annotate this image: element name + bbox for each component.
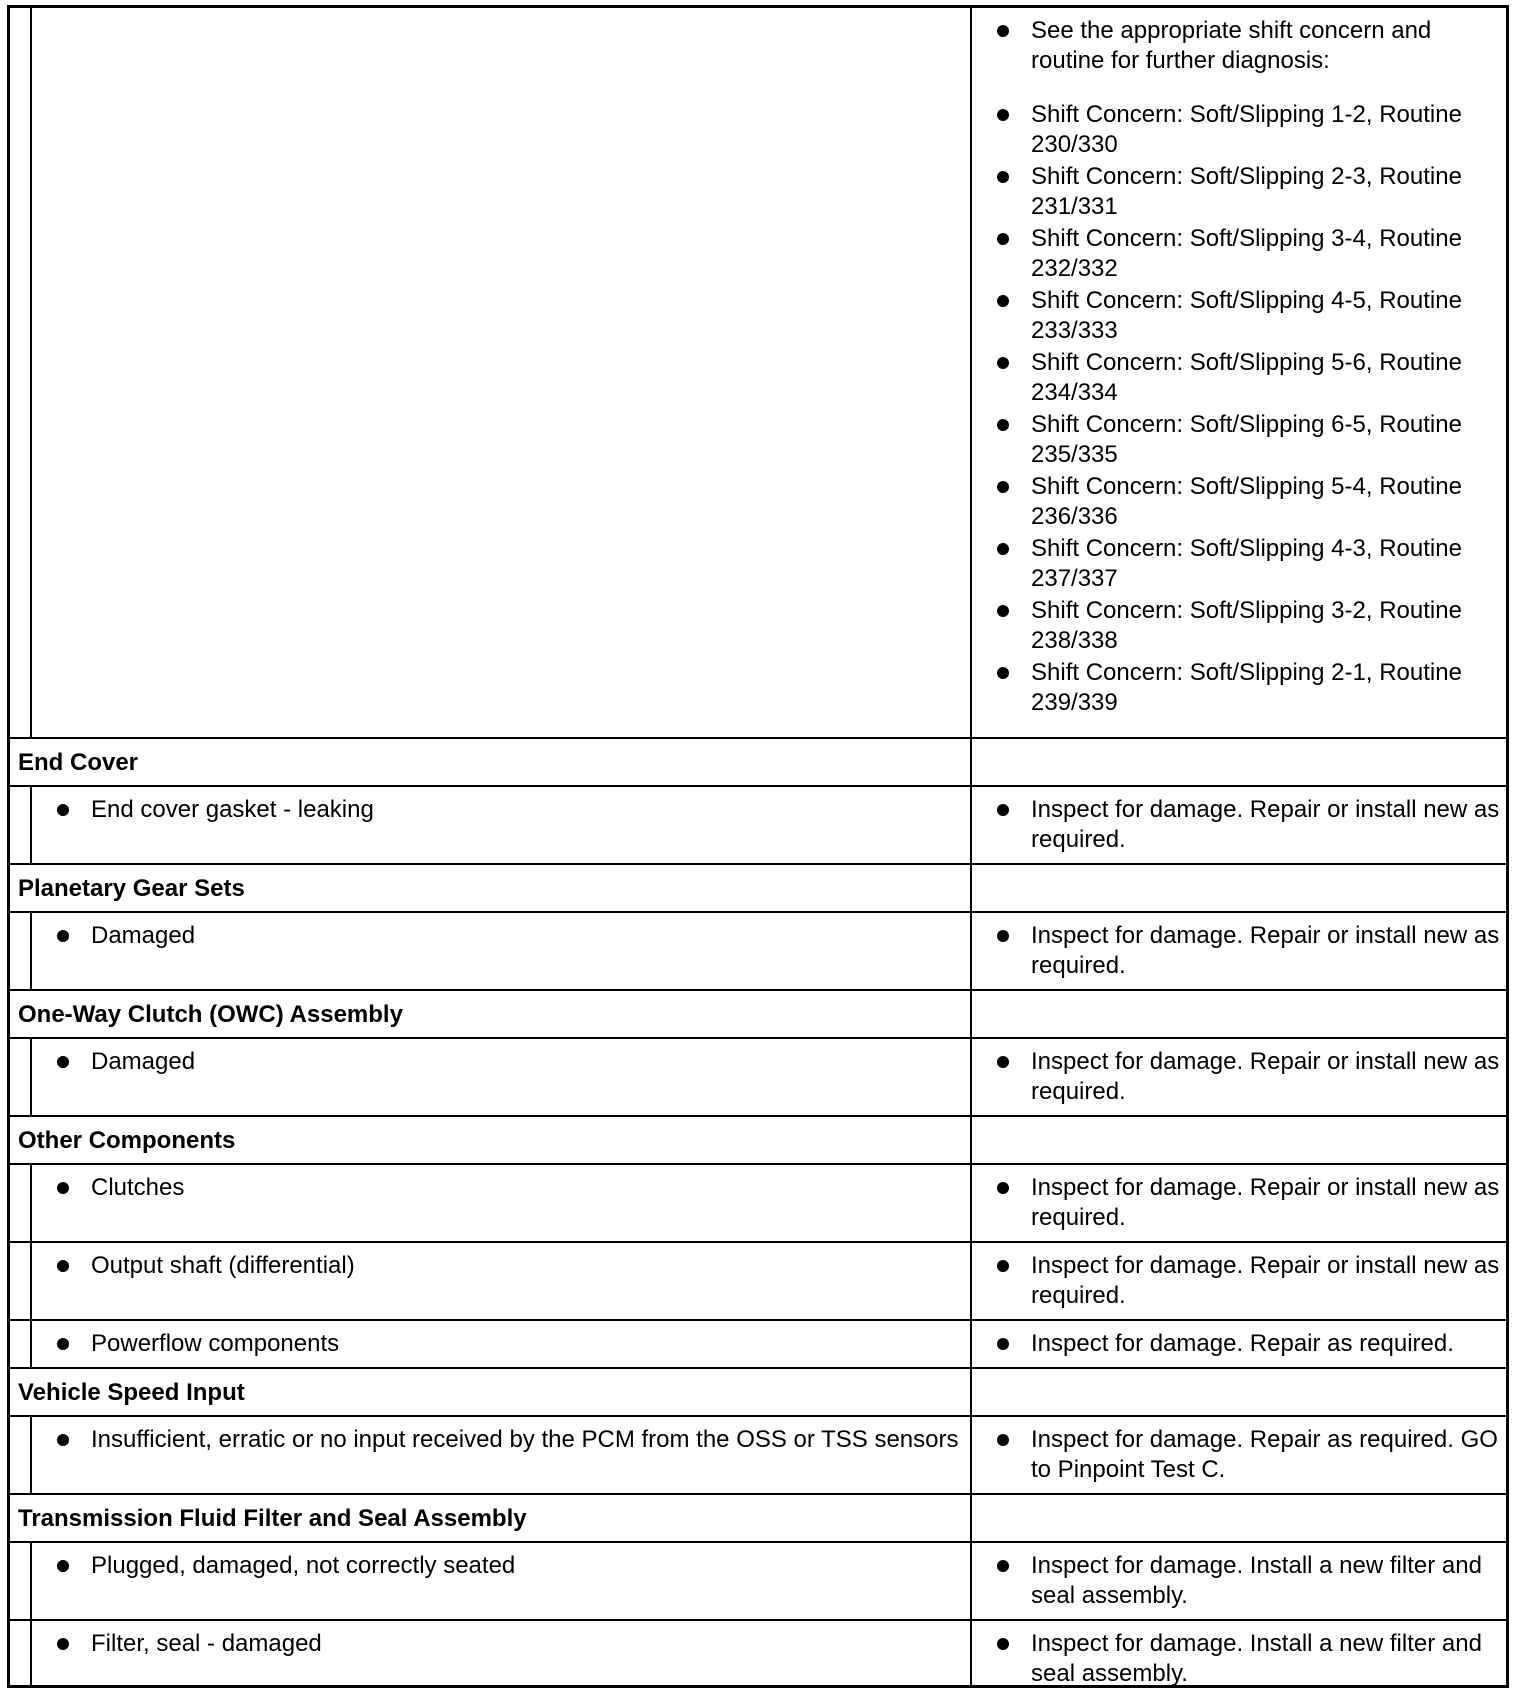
- condition-cell: [10, 1165, 972, 1241]
- action-cell: [972, 913, 1506, 989]
- section-title: Planetary Gear Sets: [18, 875, 245, 902]
- list-item: Shift Concern: Soft/Slipping 4-5, Routine 233/333: [972, 286, 1502, 346]
- section-header-row: [10, 865, 1506, 913]
- action-cell: [972, 8, 1506, 737]
- action-cell: [972, 1165, 1506, 1241]
- list-item: Shift Concern: Soft/Slipping 1-2, Routine 230/330: [972, 100, 1502, 160]
- list-item: Shift Concern: Soft/Slipping 3-2, Routine 238/338: [972, 596, 1502, 656]
- list-item: Shift Concern: Soft/Slipping 5-4, Routine 236/336: [972, 472, 1502, 532]
- list-item: Inspect for damage. Install a new filter and seal assembly.: [972, 1629, 1502, 1689]
- list-item: Shift Concern: Soft/Slipping 5-6, Routine 234/334: [972, 348, 1502, 408]
- action-cell: [972, 1621, 1506, 1685]
- list-item: See the appropriate shift concern and routine for further diagnosis:: [972, 16, 1502, 76]
- list-item: Clutches: [32, 1173, 960, 1203]
- table-row: [10, 1321, 1506, 1369]
- table-row: [10, 913, 1506, 991]
- table-row: [10, 787, 1506, 865]
- list-item: Filter, seal - damaged: [32, 1629, 960, 1659]
- condition-cell: [10, 1543, 972, 1619]
- action-cell: [972, 1321, 1506, 1367]
- list-item: Plugged, damaged, not correctly seated: [32, 1551, 960, 1581]
- condition-cell: [10, 1039, 972, 1115]
- list-item: Inspect for damage. Repair or install new as required.: [972, 1173, 1502, 1233]
- list-item: Shift Concern: Soft/Slipping 4-3, Routine 237/337: [972, 534, 1502, 594]
- section-header-row: [10, 1369, 1506, 1417]
- list-item: Inspect for damage. Repair or install new as required.: [972, 1251, 1502, 1311]
- list-item: Shift Concern: Soft/Slipping 2-3, Routine 231/331: [972, 162, 1502, 222]
- section-header-row: [10, 991, 1506, 1039]
- list-item: Shift Concern: Soft/Slipping 3-4, Routine 232/332: [972, 224, 1502, 284]
- section-title: Other Components: [18, 1127, 236, 1154]
- condition-cell: [10, 913, 972, 989]
- section-header-row: [10, 1117, 1506, 1165]
- list-item: Output shaft (differential): [32, 1251, 960, 1281]
- condition-cell: [10, 1243, 972, 1319]
- list-item: Powerflow components: [32, 1329, 960, 1359]
- action-cell: [972, 1543, 1506, 1619]
- condition-cell: [10, 8, 972, 737]
- section-title: Transmission Fluid Filter and Seal Assembly: [18, 1505, 527, 1532]
- section-title: One-Way Clutch (OWC) Assembly: [18, 1001, 403, 1028]
- action-cell: [972, 1039, 1506, 1115]
- diagnosis-table: [7, 5, 1509, 1688]
- section-header-row: [10, 1495, 1506, 1543]
- list-item: Inspect for damage. Repair or install new as required.: [972, 795, 1502, 855]
- table-row: [10, 1621, 1506, 1685]
- list-item: Inspect for damage. Repair or install new as required.: [972, 1047, 1502, 1107]
- list-item: Shift Concern: Soft/Slipping 2-1, Routine 239/339: [972, 658, 1502, 718]
- list-item: End cover gasket - leaking: [32, 795, 960, 825]
- list-item: Inspect for damage. Repair as required.: [972, 1329, 1502, 1359]
- action-cell: [972, 787, 1506, 863]
- list-item: Inspect for damage. Install a new filter and seal assembly.: [972, 1551, 1502, 1611]
- table-row: [10, 1243, 1506, 1321]
- condition-cell: [10, 1621, 972, 1685]
- table-row: [10, 1039, 1506, 1117]
- action-cell: [972, 1417, 1506, 1493]
- condition-cell: [10, 1321, 972, 1367]
- table-row: [10, 8, 1506, 739]
- list-item: Damaged: [32, 1047, 960, 1077]
- table-row: [10, 1543, 1506, 1621]
- section-header-row: [10, 739, 1506, 787]
- section-title: Vehicle Speed Input: [18, 1379, 245, 1406]
- action-cell: [972, 1243, 1506, 1319]
- list-item: Insufficient, erratic or no input received by the PCM from the OSS or TSS sensors: [32, 1425, 960, 1455]
- condition-cell: [10, 787, 972, 863]
- list-item: Inspect for damage. Repair as required. GO to Pinpoint Test C.: [972, 1425, 1502, 1485]
- list-item: Inspect for damage. Repair or install new as required.: [972, 921, 1502, 981]
- list-item: Shift Concern: Soft/Slipping 6-5, Routine 235/335: [972, 410, 1502, 470]
- list-item: Damaged: [32, 921, 960, 951]
- section-title: End Cover: [18, 749, 139, 776]
- table-row: [10, 1417, 1506, 1495]
- table-row: [10, 1165, 1506, 1243]
- condition-cell: [10, 1417, 972, 1493]
